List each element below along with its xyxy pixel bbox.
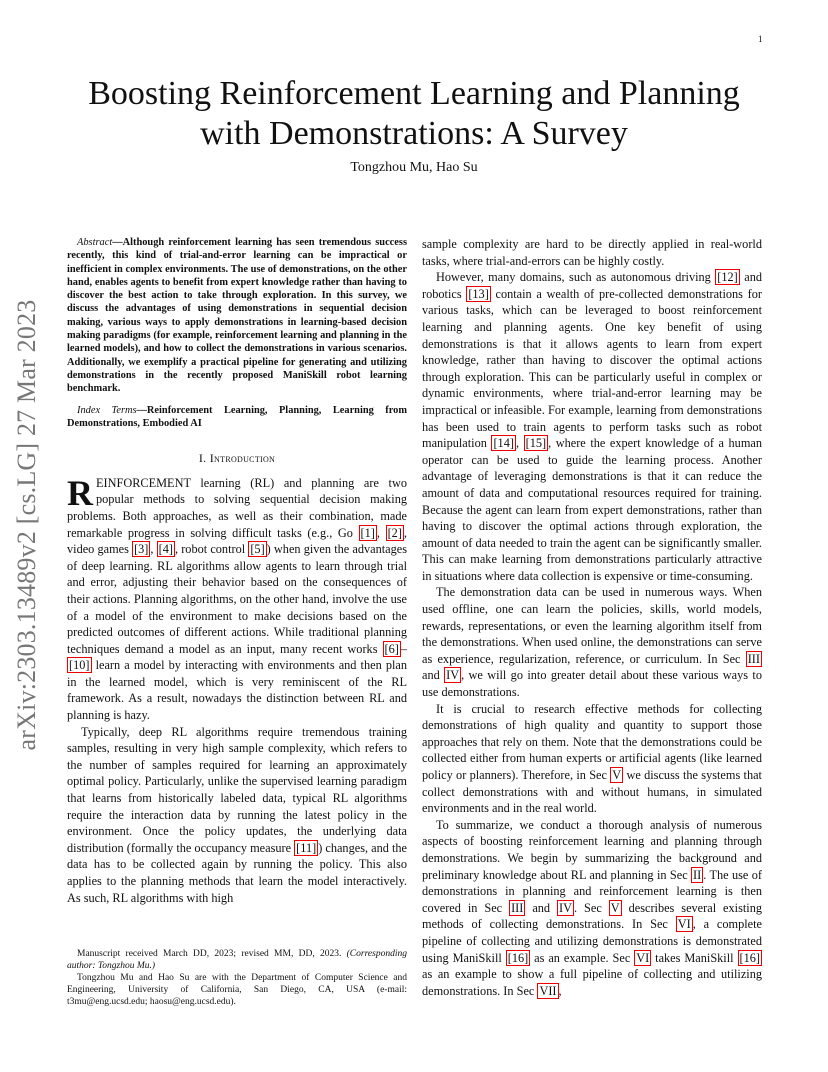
citation-link[interactable]: [6] bbox=[384, 641, 399, 656]
citation-link[interactable]: [10] bbox=[69, 658, 90, 673]
section-link[interactable]: II bbox=[693, 867, 702, 882]
text-run: , a complete pipeline of collecting and utilizing demonstrations is demonstrated using ManiSkill bbox=[422, 917, 763, 965]
text-run: – bbox=[400, 641, 407, 656]
text-run: describes several existing methods of collecting demonstrations. In Sec bbox=[422, 900, 762, 932]
section-link[interactable]: VI bbox=[677, 917, 691, 932]
page-number: 1 bbox=[758, 34, 763, 44]
text-run: , robot control bbox=[174, 542, 249, 557]
text-run: we discuss the systems that collect demonstrations with and without humans, in simulated environments and in the real world. bbox=[422, 768, 762, 816]
paper-title: Boosting Reinforcement Learning and Planning with Demonstrations: A Survey bbox=[88, 75, 740, 152]
text-run: and bbox=[422, 668, 445, 683]
section-link[interactable]: V bbox=[612, 768, 622, 782]
text-run: To summarize, we conduct a thorough analysis of numerous aspects of boosting reinforcement learning and planning through demonstrations. We begin by summarizing the background and preliminary knowledge about RL and planning in Sec bbox=[422, 817, 762, 882]
arxiv-watermark bbox=[10, 290, 44, 760]
text-run: , bbox=[150, 542, 157, 557]
section-link[interactable]: VI bbox=[636, 950, 650, 965]
citation-link[interactable]: [3] bbox=[134, 542, 149, 557]
citation-link[interactable]: [15] bbox=[525, 436, 547, 451]
text-run: learn a model by interacting with environments and then plan in the learned model, which is very reminiscent of the RL framework. As a result, nowadays the distinction between RL and planning is hazy. bbox=[67, 658, 407, 723]
section-link[interactable]: VII bbox=[539, 983, 557, 998]
citation-link[interactable]: [5] bbox=[250, 542, 265, 557]
footnote-manuscript bbox=[67, 948, 407, 972]
abstract-text: —Although reinforcement learning has seen tremendous success recently, this kind of trial-and-error learning can be impractical or inefficient in complex environments. The use of demonstrations, on the other hand, enables agents to benefit from expert knowledge rather than having to discover the best action to take through exploration. In this survey, we discuss the advantages of using demonstrations in sequential decision making, various ways to apply demonstrations in learning-based decision making paradigms (for example, reinforcement learning and planning in the learned models), and how to collect the demonstrations in various scenarios. Additionally, we exemplify a practical pipeline for generating and utilizing demonstrations in the recently proposed ManiSkill robot learning benchmark. bbox=[67, 237, 407, 395]
section-link[interactable]: III bbox=[511, 900, 524, 915]
text-run: ) changes, and the data has to be collected again by running the policy. This also applies to the planning methods that learn the model interactively. As such, RL algorithms with high bbox=[67, 840, 408, 905]
right-column bbox=[422, 236, 762, 999]
footnote bbox=[67, 948, 407, 1008]
text-run: , bbox=[558, 983, 562, 998]
right-paragraph-1 bbox=[422, 269, 762, 584]
text-run: . The use of demonstrations in planning and reinforcement learning is then covered in Sec bbox=[422, 867, 762, 915]
section-heading-introduction: I. Introduction bbox=[198, 451, 276, 466]
citation-link[interactable]: [16] bbox=[739, 950, 760, 965]
citation-link[interactable]: [13] bbox=[468, 286, 489, 301]
text-run: The demonstration data can be used in numerous ways. When used offline, one can learn the policies, skills, world models, rewards, representations, or even the learning algorithm itself from the demonstrations. When used online, the demonstrations can serve as experience, regularization, reference, or curriculum. In Sec bbox=[422, 585, 762, 666]
text-run: It is crucial to research effective methods for collecting demonstrations of high quality and quantity to support those approaches that rely on them. Note that the demonstrations could be collected either from human experts or artificial agents (like learned policy or planners). Therefore, in Sec bbox=[422, 701, 762, 782]
text-run: and robotics bbox=[422, 270, 762, 301]
intro-paragraph-2 bbox=[67, 724, 407, 907]
corresponding-author: (Corresponding author: Tongzhou Mu.) bbox=[67, 949, 407, 971]
right-paragraph-4 bbox=[422, 817, 762, 1000]
text-run: However, many domains, such as autonomous driving bbox=[436, 270, 716, 285]
text-run: , bbox=[515, 436, 524, 451]
text-run: . Sec bbox=[574, 900, 609, 915]
left-column bbox=[67, 236, 407, 906]
footnote-affiliation: Tongzhou Mu and Hao Su are with the Department of Computer Science and Engineering, University of California, San Diego, CA, USA (e-mail: t3mu@eng.ucsd.edu; haosu@eng.ucsd.edu). bbox=[67, 973, 407, 1007]
section-link[interactable]: IV bbox=[559, 900, 573, 915]
index-terms-text: —Reinforcement Learning, Planning, Learning from Demonstrations, Embodied AI bbox=[67, 404, 407, 429]
citation-link[interactable]: [2] bbox=[387, 525, 402, 540]
text-run: Manuscript received March DD, 2023; revised MM, DD, 2023. bbox=[77, 949, 347, 959]
text-run: as an example. Sec bbox=[530, 950, 635, 965]
text-run: Typically, deep RL algorithms require tremendous training samples, resulting in very high sample complexity, which refers to the number of samples required for learning an approximately optimal policy. Particularly, unlike the supervised learning paradigm that learns from historically labeled data, typical RL algorithms require the interaction data by running the latest policy in the environment. Once the policy updates, the underlying data distribution (formally the occupancy measure bbox=[67, 724, 407, 855]
text-run: EINFORCEMENT learning (RL) and planning are two popular methods to solving sequential decision making problems. Both approaches, as well as their combination, made remarkable progress in solving difficult tasks (e.g., Go bbox=[67, 475, 407, 540]
right-paragraph-3 bbox=[422, 701, 762, 817]
text-run: ) when given the advantages of deep learning. RL algorithms allow agents to learn through trial and error, adjusting their behavior based on the consequences of their actions. Planning algorithms, on the other hand, involve the use of a model of the environment to make decisions based on the predicted outcomes of different actions. While traditional planning techniques demand a model as an input, many recent works bbox=[67, 542, 408, 656]
text-run: and bbox=[525, 900, 558, 915]
index-terms-label: Index Terms bbox=[77, 404, 137, 416]
section-link[interactable]: V bbox=[610, 900, 620, 915]
text-run: , where the expert knowledge of a human operator can be used to guide the learning process. Another advantage of leveraging demonstrations is that it can reduce the amount of data and computational resources required for training. Because the agent can learn from expert demonstrations, rather than having to discover the optimal actions through exploration, the amount of data needed to train the agent can be significantly smaller. This can make learning from demonstrations particularly attractive in situations where data collection is expensive or time-consuming. bbox=[422, 436, 762, 583]
text-run: , we will go into greater detail about these various ways to use demonstrations. bbox=[422, 668, 762, 700]
arxiv-id: arXiv:2303.13489v2 [cs.LG] 27 Mar 2023 bbox=[12, 299, 41, 751]
paper-authors: Tongzhou Mu, Hao Su bbox=[350, 160, 478, 175]
citation-link[interactable]: [4] bbox=[158, 542, 173, 557]
citation-link[interactable]: [16] bbox=[507, 950, 529, 965]
text-run: takes ManiSkill bbox=[651, 950, 738, 965]
text-run: , video games bbox=[67, 525, 407, 557]
abstract-label: Abstract bbox=[77, 237, 113, 248]
right-paragraph-0: sample complexity are hard to be directly applied in real-world tasks, where trial-and-errors can be highly costly. bbox=[422, 237, 762, 268]
abstract bbox=[67, 236, 407, 396]
section-link[interactable]: IV bbox=[446, 668, 460, 683]
index-terms bbox=[67, 404, 407, 431]
citation-link[interactable]: [11] bbox=[296, 840, 317, 855]
right-paragraph-2 bbox=[422, 584, 762, 700]
text-run: , bbox=[376, 525, 386, 540]
citation-link[interactable]: [1] bbox=[360, 525, 375, 540]
drop-cap: R bbox=[67, 472, 93, 513]
text-run: contain a wealth of pre-collected demonstrations for various tasks, which can be leveraged to boost reinforcement learning and planning agents. One key benefit of using demonstrations is that it allows agents to learn from expert knowledge, rather than having to discover the optimal actions through exploration. This can be particularly useful in complex or dynamic environments, where trial-and-error learning may be impractical or infeasible. For example, learning from demonstrations has been used to train agents to perform tasks such as robot manipulation bbox=[422, 286, 762, 451]
text-run: as an example to show a full pipeline of collecting and utilizing demonstrations. In Sec bbox=[422, 967, 762, 998]
section-link[interactable]: III bbox=[747, 651, 760, 666]
citation-link[interactable]: [14] bbox=[493, 436, 514, 451]
intro-paragraph-1 bbox=[67, 472, 408, 724]
citation-link[interactable]: [12] bbox=[717, 270, 738, 285]
